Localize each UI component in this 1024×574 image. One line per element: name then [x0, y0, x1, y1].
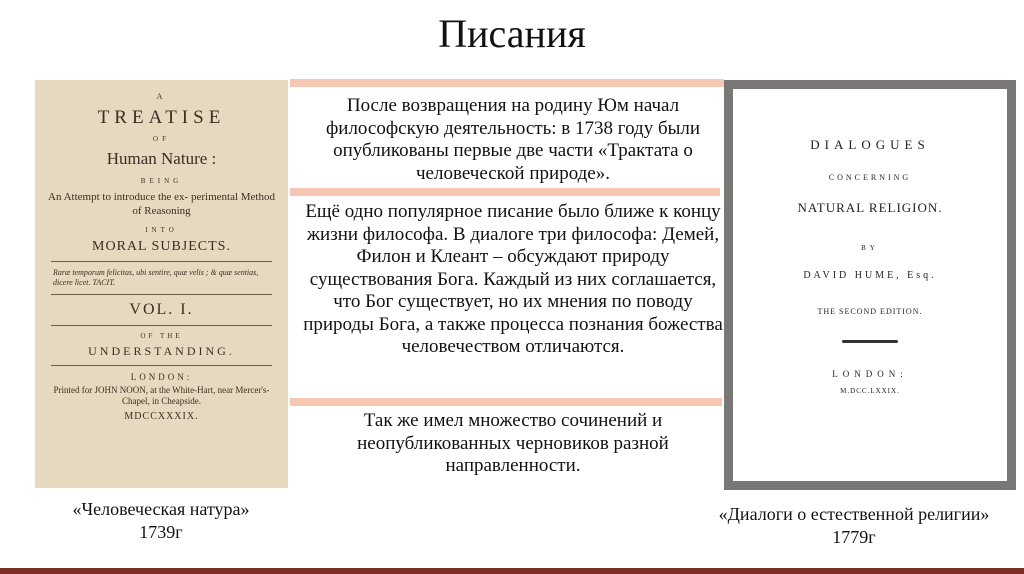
book-line: TREATISE [97, 107, 226, 128]
book-line: A [156, 92, 167, 101]
divider [51, 261, 272, 262]
book-line: VOL. I. [129, 301, 194, 318]
bottom-accent-line [0, 568, 1024, 574]
right-caption-title: «Диалоги о естественной религии» [718, 504, 990, 524]
book-line: Raræ temporum felicitas, ubi sentire, quæ velis ; & quæ sentias, dicere licet. TACIT. [53, 268, 259, 287]
book-line: OF [153, 135, 170, 143]
divider [51, 294, 272, 295]
book-line: NATURAL RELIGION. [797, 200, 943, 215]
book-line: DAVID HUME, Esq. [803, 270, 937, 281]
book-line: OF THE [140, 332, 183, 340]
book-line: M.DCC.LXXIX. [840, 387, 900, 395]
book-line: MDCCXXXIX. [124, 411, 199, 422]
book-line: Human Nature : [106, 149, 217, 168]
book-line: DIALOGUES [810, 137, 930, 152]
right-caption [684, 503, 1024, 549]
slide-title: Писания [438, 11, 586, 56]
book-line: CONCERNING [828, 173, 912, 182]
book-line: INTO [145, 226, 178, 234]
divider-bottom [290, 398, 722, 406]
book-line: BEING [140, 177, 183, 185]
dialogues-title-page-image [724, 80, 1016, 490]
divider [51, 325, 272, 326]
book-line: THE SECOND EDITION. [817, 307, 923, 316]
right-caption-year: 1779г [832, 527, 876, 547]
book-page [733, 89, 1007, 481]
left-caption [30, 498, 292, 544]
book-line: MORAL SUBJECTS. [92, 239, 231, 254]
ornament-rule [842, 340, 898, 343]
left-caption-title: «Человеческая натура» [72, 499, 250, 519]
book-line: UNDERSTANDING. [88, 344, 235, 358]
divider-top [290, 79, 724, 87]
divider-middle [290, 188, 720, 196]
book-line: An Attempt to introduce the ex- perimental Method of Reasoning [48, 191, 275, 217]
left-caption-year: 1739г [139, 522, 183, 542]
paragraph-dialogues: Ещё одно популярное писание было ближе к концу жизни философа. В диалоге три философа: Демей, Филон и Клеант – обсуждают природу существования Бога. Каждый из них соглашается, что Бог существует, но их мнения по поводу природы Бога, а также процесса познания божества человечеством отличаются. [303, 201, 723, 357]
book-line: LONDON: [832, 369, 908, 379]
divider [51, 365, 272, 366]
treatise-title-page-image [35, 80, 288, 488]
paragraph-other-works: Так же имел множество сочинений и неопубликованных черновиков разной направленности. [357, 410, 669, 476]
book-line: LONDON: [130, 372, 193, 382]
book-line: BY [861, 244, 879, 252]
paragraph-return-home: После возвращения на родину Юм начал философскую деятельность: в 1738 году были опубликованы первые две части «Трактата о человеческой природе». [325, 95, 701, 184]
book-line: Printed for JOHN NOON, at the White-Hart, near Mercer's-Chapel, in Cheapside. [53, 385, 270, 406]
